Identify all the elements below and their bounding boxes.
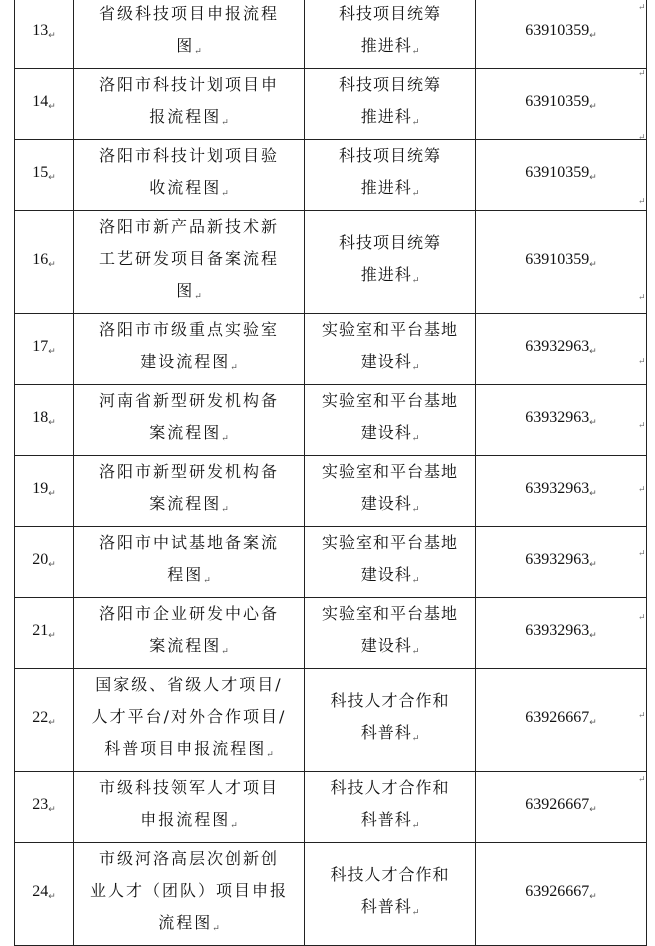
item-name-line: 申报流程图 — [140, 810, 231, 829]
paragraph-mark: ↵ — [48, 172, 56, 182]
paragraph-mark: ↵ — [589, 259, 597, 269]
item-name-line: 业人才（团队）项目申报 — [89, 881, 288, 900]
department-line: 科技人才合作和 — [330, 778, 450, 797]
phone-number-line: 63926667 — [525, 796, 590, 813]
phone-number-line: 63932963 — [525, 338, 590, 355]
item-name-line: 洛阳市科技计划项目申 — [98, 75, 279, 94]
row-number — [15, 772, 74, 843]
department-line: 实验室和平台基地 — [321, 533, 458, 552]
paragraph-mark: ↵ — [411, 647, 420, 657]
row-end-mark: ↵ — [638, 69, 646, 79]
paragraph-mark: ↵ — [230, 821, 238, 831]
department — [305, 772, 476, 843]
row-number-line: 21 — [32, 622, 49, 639]
item-name-line: 案流程图 — [149, 636, 222, 655]
paragraph-mark: ↵ — [411, 276, 420, 286]
paragraph-mark: ↵ — [194, 292, 202, 302]
paragraph-mark: ↵ — [589, 101, 597, 111]
item-name-line: 洛阳市科技计划项目验 — [98, 146, 279, 165]
paragraph-mark: ↵ — [221, 434, 229, 444]
paragraph-mark: ↵ — [411, 576, 420, 586]
department — [305, 140, 476, 211]
department — [305, 385, 476, 456]
phone-number-line: 63932963 — [525, 480, 590, 497]
department — [305, 843, 476, 946]
paragraph-mark: ↵ — [221, 189, 229, 199]
phone-number — [476, 527, 647, 598]
row-number-line: 20 — [32, 551, 49, 568]
paragraph-mark: ↵ — [589, 346, 597, 356]
paragraph-mark: ↵ — [411, 47, 420, 57]
department — [305, 598, 476, 669]
item-name-line: 流程图 — [158, 913, 213, 932]
department-line: 推进科 — [360, 178, 412, 197]
item-name-line: 洛阳市中试基地备案流 — [98, 533, 279, 552]
department-line: 科技项目统筹 — [338, 233, 441, 252]
paragraph-mark: ↵ — [411, 734, 420, 744]
department-line: 实验室和平台基地 — [321, 604, 458, 623]
row-number — [15, 456, 74, 527]
paragraph-mark: ↵ — [589, 559, 597, 569]
item-name-line: 案流程图 — [149, 423, 222, 442]
department-line: 推进科 — [360, 36, 412, 55]
paragraph-mark: ↵ — [194, 47, 202, 57]
table-row — [15, 69, 647, 140]
department-line: 推进科 — [360, 265, 412, 284]
item-name-line: 省级科技项目申报流程 — [98, 4, 279, 23]
department-line: 科技人才合作和 — [330, 865, 450, 884]
paragraph-mark: ↵ — [48, 101, 56, 111]
phone-number-line: 63910359 — [525, 164, 590, 181]
department — [305, 211, 476, 314]
paragraph-mark: ↵ — [48, 30, 56, 40]
paragraph-mark: ↵ — [411, 908, 420, 918]
item-name-line: 科普项目申报流程图 — [104, 739, 267, 758]
paragraph-mark: ↵ — [221, 647, 229, 657]
department-line: 建设科 — [360, 494, 412, 513]
row-number — [15, 843, 74, 946]
row-number-line: 16 — [32, 251, 49, 268]
row-number-line: 14 — [32, 93, 49, 110]
table-row — [15, 456, 647, 527]
item-name — [74, 69, 305, 140]
paragraph-mark: ↵ — [411, 363, 420, 373]
row-number — [15, 0, 74, 69]
paragraph-mark: ↵ — [48, 804, 56, 814]
phone-number — [476, 211, 647, 314]
row-end-mark: ↵ — [638, 613, 646, 623]
table-row — [15, 843, 647, 946]
item-name — [74, 140, 305, 211]
phone-number-line: 63910359 — [525, 251, 590, 268]
item-name-line: 洛阳市新型研发机构备 — [98, 462, 279, 481]
row-number-line: 13 — [32, 22, 49, 39]
row-number — [15, 669, 74, 772]
row-number-line: 17 — [32, 338, 49, 355]
row-number-line: 23 — [32, 796, 49, 813]
phone-number-line: 63932963 — [525, 622, 590, 639]
row-number — [15, 314, 74, 385]
items-table-body — [15, 0, 647, 946]
department — [305, 669, 476, 772]
phone-number — [476, 456, 647, 527]
row-number-line: 18 — [32, 409, 49, 426]
item-name-line: 图 — [176, 281, 195, 300]
item-name-line: 洛阳市市级重点实验室 — [98, 320, 279, 339]
department-line: 科技项目统筹 — [338, 4, 441, 23]
paragraph-mark: ↵ — [589, 804, 597, 814]
row-number-line: 19 — [32, 480, 49, 497]
paragraph-mark: ↵ — [48, 891, 56, 901]
paragraph-mark: ↵ — [48, 417, 56, 427]
paragraph-mark: ↵ — [221, 505, 229, 515]
paragraph-mark: ↵ — [589, 172, 597, 182]
row-end-mark: ↵ — [638, 357, 646, 367]
paragraph-mark: ↵ — [212, 924, 220, 934]
row-end-mark: ↵ — [638, 549, 646, 559]
table-row — [15, 0, 647, 69]
department-line: 推进科 — [360, 107, 412, 126]
row-end-mark: ↵ — [638, 711, 646, 721]
item-name-line: 市级科技领军人才项目 — [98, 778, 279, 797]
item-name-line: 洛阳市新产品新技术新 — [98, 217, 279, 236]
row-number — [15, 211, 74, 314]
item-name-line: 收流程图 — [149, 178, 222, 197]
item-name-line: 河南省新型研发机构备 — [98, 391, 279, 410]
item-name-line: 程图 — [167, 565, 204, 584]
item-name-line: 建设流程图 — [140, 352, 231, 371]
paragraph-mark: ↵ — [221, 118, 229, 128]
item-name — [74, 0, 305, 69]
department — [305, 527, 476, 598]
row-number — [15, 527, 74, 598]
paragraph-mark: ↵ — [411, 434, 420, 444]
row-end-mark: ↵ — [638, 421, 646, 431]
department-line: 建设科 — [360, 636, 412, 655]
department — [305, 0, 476, 69]
paragraph-mark: ↵ — [266, 750, 274, 760]
table-row — [15, 385, 647, 456]
item-name — [74, 385, 305, 456]
table-row — [15, 211, 647, 314]
phone-number — [476, 772, 647, 843]
paragraph-mark: ↵ — [48, 630, 56, 640]
department-line: 实验室和平台基地 — [321, 320, 458, 339]
item-name-line: 工艺研发项目备案流程 — [98, 249, 279, 268]
phone-number — [476, 69, 647, 140]
paragraph-mark: ↵ — [48, 346, 56, 356]
department-line: 建设科 — [360, 423, 412, 442]
row-number — [15, 598, 74, 669]
paragraph-mark: ↵ — [411, 821, 420, 831]
table-row — [15, 314, 647, 385]
phone-number — [476, 843, 647, 946]
item-name-line: 洛阳市企业研发中心备 — [98, 604, 279, 623]
department-line: 建设科 — [360, 352, 412, 371]
row-end-mark: ↵ — [638, 197, 646, 207]
item-name-line: 人才平台/对外合作项目/ — [91, 707, 287, 726]
department-line: 科技人才合作和 — [330, 691, 450, 710]
table-row — [15, 772, 647, 843]
paragraph-mark: ↵ — [411, 505, 420, 515]
item-name — [74, 669, 305, 772]
department-line: 科普科 — [360, 810, 412, 829]
item-name — [74, 314, 305, 385]
paragraph-mark: ↵ — [48, 488, 56, 498]
table-row — [15, 140, 647, 211]
paragraph-mark: ↵ — [48, 559, 56, 569]
row-number — [15, 385, 74, 456]
row-number-line: 24 — [32, 883, 49, 900]
row-number — [15, 69, 74, 140]
item-name — [74, 527, 305, 598]
item-name — [74, 772, 305, 843]
row-end-mark: ↵ — [638, 775, 646, 785]
item-name-line: 案流程图 — [149, 494, 222, 513]
department-line: 建设科 — [360, 565, 412, 584]
paragraph-mark: ↵ — [411, 118, 420, 128]
item-name-line: 报流程图 — [149, 107, 222, 126]
table-row — [15, 527, 647, 598]
paragraph-mark: ↵ — [589, 417, 597, 427]
paragraph-mark: ↵ — [230, 363, 238, 373]
paragraph-mark: ↵ — [203, 576, 211, 586]
item-name — [74, 843, 305, 946]
department-line: 科普科 — [360, 897, 412, 916]
row-end-mark: ↵ — [638, 485, 646, 495]
phone-number-line: 63910359 — [525, 93, 590, 110]
phone-number — [476, 314, 647, 385]
item-name — [74, 456, 305, 527]
paragraph-mark: ↵ — [411, 189, 420, 199]
phone-number-line: 63932963 — [525, 551, 590, 568]
department-line: 实验室和平台基地 — [321, 462, 458, 481]
phone-number — [476, 385, 647, 456]
item-name — [74, 598, 305, 669]
row-number-line: 15 — [32, 164, 49, 181]
paragraph-mark: ↵ — [48, 259, 56, 269]
table-row — [15, 598, 647, 669]
paragraph-mark: ↵ — [589, 488, 597, 498]
item-name-line: 国家级、省级人才项目/ — [95, 675, 283, 694]
row-end-mark: ↵ — [638, 3, 646, 13]
phone-number-line: 63926667 — [525, 883, 590, 900]
phone-number — [476, 598, 647, 669]
department — [305, 314, 476, 385]
department-line: 科技项目统筹 — [338, 75, 441, 94]
phone-number-line: 63932963 — [525, 409, 590, 426]
phone-number — [476, 0, 647, 69]
paragraph-mark: ↵ — [589, 630, 597, 640]
department — [305, 456, 476, 527]
items-table — [14, 0, 647, 946]
paragraph-mark: ↵ — [589, 717, 597, 727]
row-number-line: 22 — [32, 709, 49, 726]
department — [305, 69, 476, 140]
department-line: 科技项目统筹 — [338, 146, 441, 165]
paragraph-mark: ↵ — [589, 891, 597, 901]
phone-number-line: 63910359 — [525, 22, 590, 39]
department-line: 实验室和平台基地 — [321, 391, 458, 410]
phone-number-line: 63926667 — [525, 709, 590, 726]
row-number — [15, 140, 74, 211]
item-name — [74, 211, 305, 314]
item-name-line: 图 — [176, 36, 195, 55]
item-name-line: 市级河洛高层次创新创 — [98, 849, 279, 868]
row-end-mark: ↵ — [638, 133, 646, 143]
department-line: 科普科 — [360, 723, 412, 742]
paragraph-mark: ↵ — [589, 30, 597, 40]
paragraph-mark: ↵ — [48, 717, 56, 727]
row-end-mark: ↵ — [638, 293, 646, 303]
phone-number — [476, 669, 647, 772]
table-row — [15, 669, 647, 772]
phone-number — [476, 140, 647, 211]
